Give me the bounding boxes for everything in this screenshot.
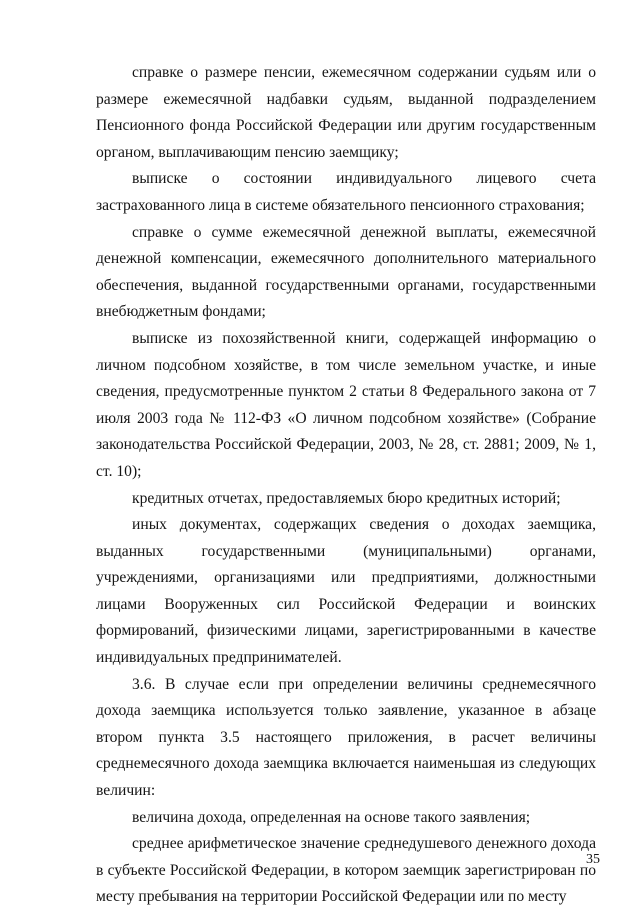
- paragraph-household-book-extract: выписке из похозяйственной книги, содержащей информацию о личном подсобном хозяйстве, в том числе земельном участке, и иные сведения, предусмотренные пунктом 2 статьи 8 Федерального закона от 7 июля 2003 года № 112-ФЗ «О личном подсобном хозяйстве» (Собрание законодательства Российской Федерации, 2003, № 28, ст. 2881; 2009, № 1, ст. 10);: [96, 329, 596, 480]
- page-number: 35: [586, 852, 600, 867]
- paragraph-credit-reports: кредитных отчетах, предоставляемых бюро кредитных историй;: [132, 489, 561, 507]
- paragraph-other-documents: иных документах, содержащих сведения о доходах заемщика, выданных государственными (муниципальными) органами, учреждениями, организациями или предприятиями, должностными лицами Вооруженных сил Российской Федерации и воинских формирований, физическими лицами, зарегистрированными в качестве индивидуальных предпринимателей.: [96, 516, 596, 667]
- paragraph-personal-account-extract: выписке о состоянии индивидуального лицевого счета застрахованного лица в системе обязательного пенсионного страхования;: [96, 170, 596, 214]
- document-body: [96, 60, 596, 911]
- paragraph-pension-certificate: справке о размере пенсии, ежемесячном содержании судьям или о размере ежемесячной надбавки судьям, выданной подразделением Пенсионного фонда Российской Федерации или другим государственным органом, выплачивающим пенсию заемщику;: [96, 64, 596, 161]
- paragraph-average-income: среднее арифметическое значение среднедушевого денежного дохода в субъекте Российской Федерации, в котором заемщик зарегистрирован по месту пребывания на территории Российской Федерации или по месту: [96, 835, 596, 906]
- paragraph-section-3-6: 3.6. В случае если при определении величины среднемесячного дохода заемщика используется только заявление, указанное в абзаце втором пункта 3.5 настоящего приложения, в расчет величины среднемесячного дохода заемщика включается наименьшая из следующих величин:: [96, 675, 596, 800]
- paragraph-monthly-payment-certificate: справке о сумме ежемесячной денежной выплаты, ежемесячной денежной компенсации, ежемесячного дополнительного материального обеспечения, выданной государственными органами, государственными внебюджетным фондами;: [96, 223, 596, 321]
- paragraph-declared-income: величина дохода, определенная на основе такого заявления;: [132, 808, 531, 826]
